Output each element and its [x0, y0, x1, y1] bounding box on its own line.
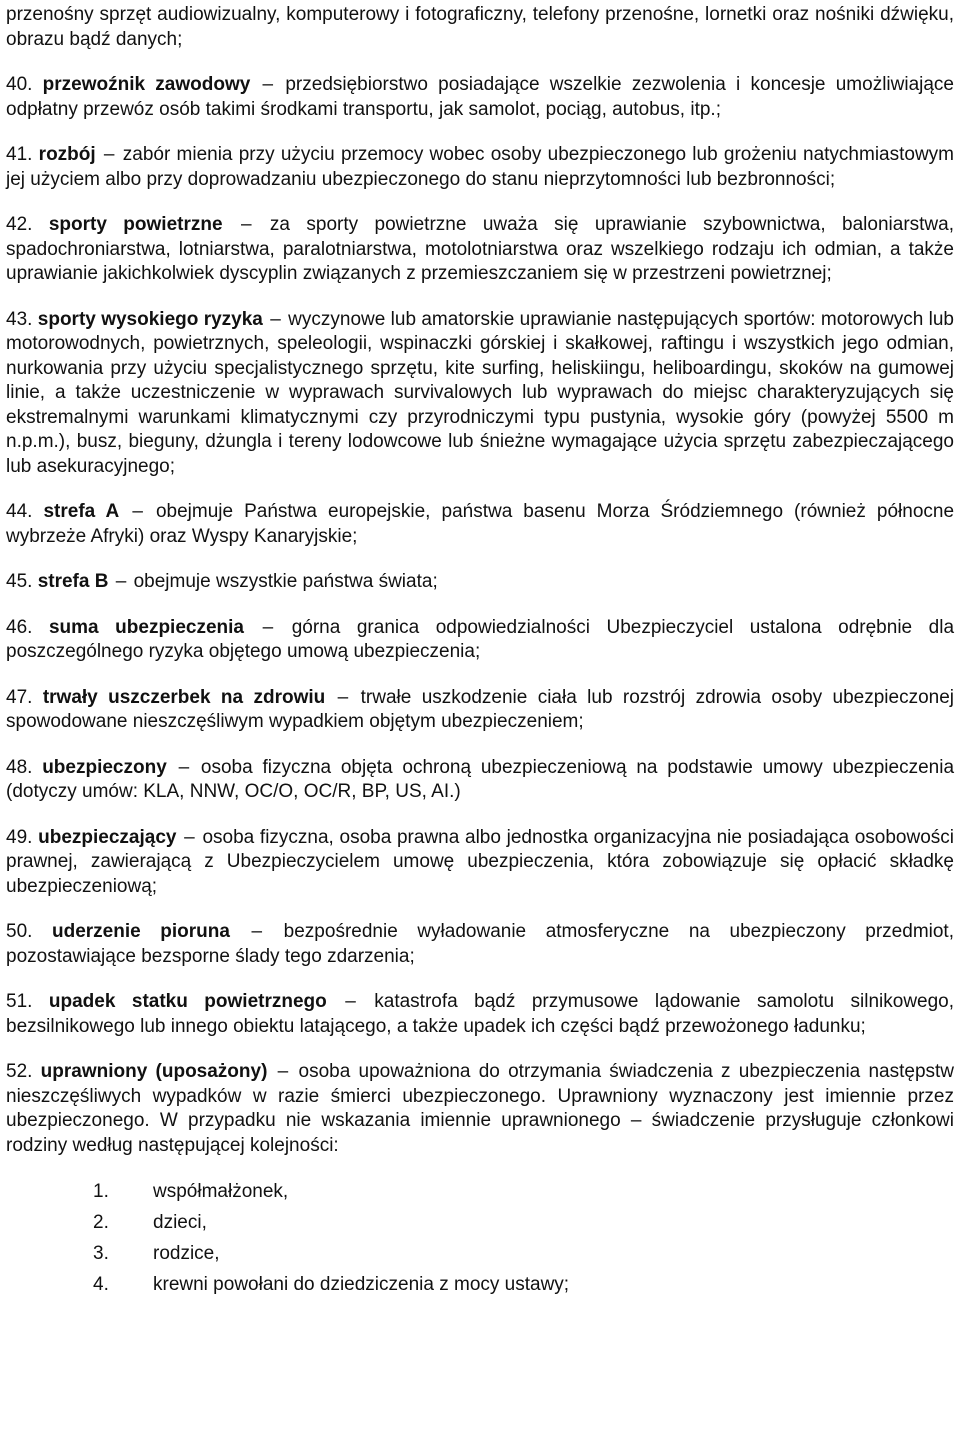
heirs-list-item	[6, 1241, 954, 1267]
definition-item	[6, 213, 954, 287]
definition-item	[6, 686, 954, 735]
heirs-list-item	[6, 1179, 954, 1205]
definition-text: osoba fizyczna, osoba prawna albo jednostka organizacyjna nie posiadająca osobowości prawnej, zawierającą z Ubezpieczycielem umowę ubezpieczenia, która zobowiązuje się opłacić składkę ubezpieczeniową;	[6, 826, 955, 897]
definition-number: 44.	[6, 501, 33, 522]
definition-text: wyczynowe lub amatorskie uprawianie następujących sportów: motorowych lub motorowodnych, powietrznych, speleologii, wspinaczki górskiej i skałkowej, raftingu i wszystkich jego odmian, nurkowania przy użyciu specjalistycznego sprzętu, kite surfing, heliskiingu, heliboardingu, skoków na gumowej linie, a także uczestniczenie w wyprawach survivalowych lub wyprawach do miejsc charakteryzujących się ekstremalnymi warunkami klimatycznymi czy przyrodniczymi typu pustynia, wysokie góry (powyżej 5500 m n.p.m.), busz, bieguny, dżungla i tereny lodowcowe lub śnieżne wymagające użycia sprzętu zabezpieczającego lub asekuracyjnego;	[6, 308, 954, 477]
definition-dash: –	[337, 686, 349, 708]
definition-number: 49.	[6, 826, 33, 848]
definition-text: bezpośrednie wyładowanie atmosferyczne na ubezpieczony przedmiot, pozostawiające bezsporne ślady tego zdarzenia;	[6, 921, 954, 967]
definition-item	[6, 756, 954, 805]
definition-text: obejmuje Państwa europejskie, państwa basenu Morza Śródziemnego (również północne wybrzeże Afryki) oraz Wyspy Kanaryjskie;	[6, 501, 955, 547]
definition-number: 41.	[6, 144, 33, 165]
definition-dash: –	[251, 921, 263, 942]
definition-text: osoba fizyczna objęta ochroną ubezpieczeniową na podstawie umowy ubezpieczenia (dotyczy umów: KLA, NNW, OC/O, OC/R, BP, US, AI.)	[6, 756, 955, 802]
definition-dash: –	[345, 991, 356, 1012]
definition-dash: –	[270, 308, 281, 330]
heirs-order-list	[6, 1179, 954, 1298]
definition-dash: –	[178, 756, 190, 778]
heirs-item-number: 2.	[93, 1212, 109, 1233]
intro-continuation: przenośny sprzęt audiowizualny, komputerowy i fotograficzny, telefony przenośne, lornetki oraz nośniki dźwięku, obrazu bądź danych;	[6, 4, 954, 50]
definition-term: ubezpieczony	[42, 756, 167, 778]
heirs-item-number: 3.	[93, 1243, 109, 1264]
definition-dash: –	[132, 501, 143, 522]
definition-number: 50.	[6, 921, 33, 942]
definition-term: ubezpieczający	[38, 826, 177, 848]
definition-item	[6, 920, 954, 969]
definition-term: uderzenie pioruna	[52, 921, 230, 942]
heirs-item-label: dzieci,	[153, 1212, 207, 1233]
heirs-item-label: krewni powołani do dziedziczenia z mocy ustawy;	[153, 1274, 570, 1295]
definition-number: 45.	[6, 571, 33, 592]
definitions-list	[6, 73, 954, 1158]
definition-text: górna granica odpowiedzialności Ubezpieczyciel ustalona odrębnie dla poszczególnego ryzyka objętego umową ubezpieczenia;	[6, 616, 955, 662]
definition-term: sporty powietrzne	[48, 214, 223, 235]
heirs-item-label: współmałżonek,	[153, 1181, 289, 1202]
definition-number: 48.	[6, 756, 33, 778]
definition-dash: –	[240, 214, 252, 235]
definition-item	[6, 570, 954, 595]
definition-term: przewoźnik zawodowy	[42, 74, 251, 95]
definition-number: 42.	[6, 214, 33, 235]
definition-item	[6, 826, 954, 900]
definition-term: sporty wysokiego ryzyka	[37, 308, 263, 330]
definition-item	[6, 308, 954, 480]
definition-dash: –	[277, 1061, 289, 1082]
definition-item	[6, 1060, 954, 1158]
definition-term: rozbój	[38, 144, 96, 165]
definition-number: 46.	[6, 616, 33, 638]
definition-text: przedsiębiorstwo posiadające wszelkie zezwolenia i koncesje umożliwiające odpłatny przewóz osób takimi środkami transportu, jak samolot, pociąg, autobus, itp.;	[6, 74, 954, 120]
definition-dash: –	[184, 826, 195, 848]
heirs-item-label: rodzice,	[153, 1243, 220, 1264]
heirs-list-item	[6, 1272, 954, 1298]
definition-item	[6, 616, 954, 665]
definition-text: obejmuje wszystkie państwa świata;	[133, 571, 438, 592]
definition-number: 47.	[6, 686, 33, 708]
heirs-item-number: 4.	[93, 1274, 109, 1295]
definition-text: zabór mienia przy użyciu przemocy wobec osoby ubezpieczonego lub grożeniu natychmiastowym jej użyciem albo przy doprowadzaniu ubezpieczonego do stanu nieprzytomności lub bezbronności;	[6, 144, 955, 190]
definition-term: suma ubezpieczenia	[48, 616, 244, 638]
definition-item	[6, 990, 954, 1039]
definition-number: 52.	[6, 1061, 33, 1082]
definition-text: katastrofa bądź przymusowe lądowanie samolotu silnikowego, bezsilnikowego lub innego obiektu latającego, a także upadek ich części bądź przewożonego ładunku;	[6, 991, 955, 1037]
definition-dash: –	[115, 571, 127, 592]
definition-term: upadek statku powietrznego	[48, 991, 327, 1012]
definition-text: trwałe uszkodzenie ciała lub rozstrój zdrowia osoby ubezpieczonej spowodowane nieszczęśliwym wypadkiem objętym ubezpieczeniem;	[6, 686, 954, 732]
definition-item	[6, 73, 954, 122]
definition-term: uprawniony (uposażony)	[40, 1061, 268, 1082]
definition-number: 51.	[6, 991, 33, 1012]
heirs-list-item	[6, 1210, 954, 1236]
heirs-item-number: 1.	[93, 1181, 109, 1202]
definition-dash: –	[103, 144, 115, 165]
definition-term: strefa A	[43, 501, 120, 522]
definition-term: trwały uszczerbek na zdrowiu	[42, 686, 326, 708]
definition-text: osoba upoważniona do otrzymania świadczenia z ubezpieczenia następstw nieszczęśliwych wypadków w razie śmierci ubezpieczonego. Uprawniony wyznaczony jest imiennie przez ubezpieczonego. W przypadku nie wskazania imiennie uprawnionego – świadczenie przysługuje członkowi rodziny według następującej kolejności:	[6, 1061, 955, 1156]
definition-dash: –	[262, 616, 274, 638]
definition-text: za sporty powietrzne uważa się uprawianie szybownictwa, baloniarstwa, spadochroniarstwa, lotniarstwa, paralotniarstwa, motolotniarstwa oraz wszelkiego rodzaju ich odmian, a także uprawianie jakichkolwiek dyscyplin związanych z przemieszczaniem się w przestrzeni powietrznej;	[6, 214, 954, 284]
definition-item	[6, 143, 954, 192]
definition-number: 43.	[6, 308, 33, 330]
definition-dash: –	[262, 74, 274, 95]
definition-term: strefa B	[37, 571, 109, 592]
definition-number: 40.	[6, 74, 33, 95]
definition-item	[6, 500, 954, 549]
